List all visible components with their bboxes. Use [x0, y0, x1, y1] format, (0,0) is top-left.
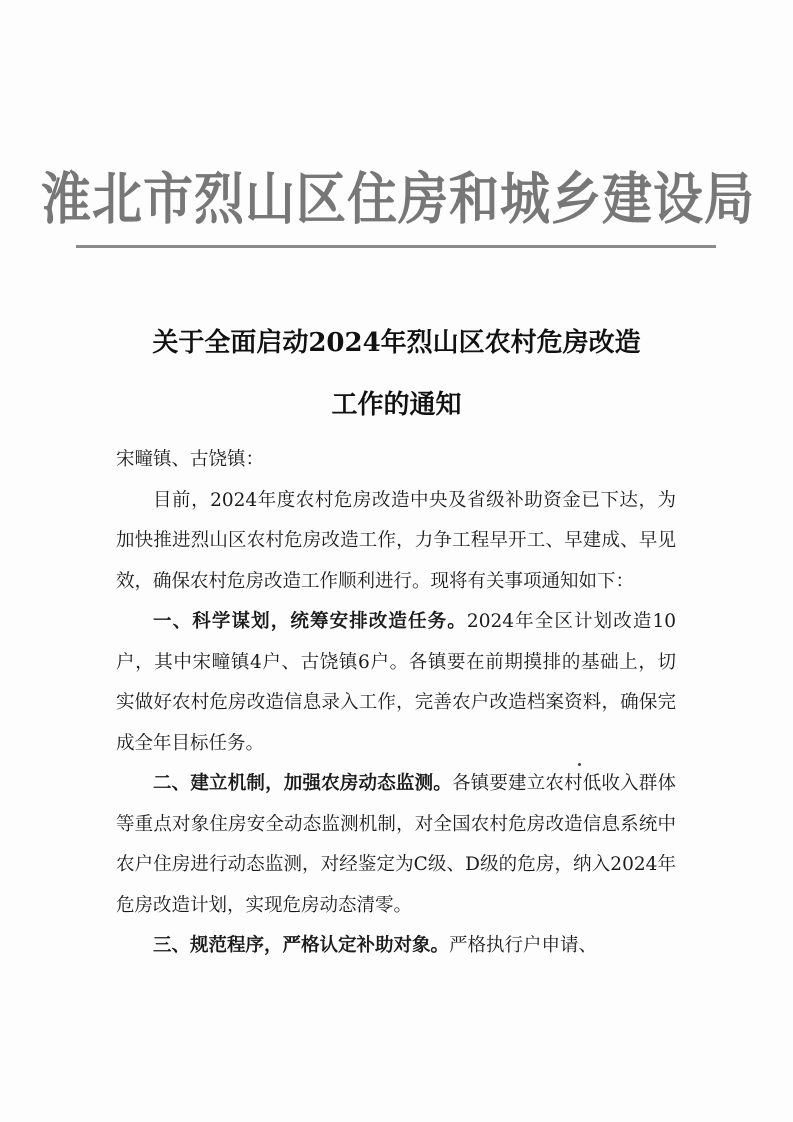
section-2-heading: 二、建立机制，加强农房动态监测。	[153, 773, 452, 794]
letterhead-rule	[76, 245, 716, 248]
section-3-text: 严格执行户申请、	[449, 935, 598, 956]
document-title	[90, 312, 703, 436]
section-2-paragraph	[116, 764, 676, 926]
agency-letterhead	[41, 150, 755, 240]
section-3-heading: 三、规范程序，严格认定补助对象。	[153, 935, 450, 956]
title-line-1: 关于全面启动2024年烈山区农村危房改造	[152, 328, 641, 358]
section-2-text: 各镇要建立农村低收入群体等重点对象住房安全动态监测机制，对全国农村危房改造信息系统中农户住房进行动态监测，对经鉴定为C级、D级的危房，纳入2024年危房改造计划，实现危房动态清零。	[116, 773, 676, 916]
section-3-paragraph	[116, 926, 676, 967]
section-1-paragraph	[116, 602, 676, 764]
title-line-2: 工作的通知	[331, 390, 462, 420]
scan-speck	[578, 763, 581, 766]
section-1-heading: 一、科学谋划，统筹安排改造任务。	[153, 611, 467, 632]
intro-paragraph: 目前，2024年度农村危房改造中央及省级补助资金已下达，为加快推进烈山区农村危房改造工作，力争工程早开工、早建成、早见效，确保农村危房改造工作顺利进行。现将有关事项通知如下：	[116, 489, 676, 592]
salutation: 宋疃镇、古饶镇：	[116, 449, 265, 470]
document-body	[116, 440, 676, 967]
section-1-text: 2024年全区计划改造10户，其中宋疃镇4户、古饶镇6户。各镇要在前期摸排的基础上，切实做好农村危房改造信息录入工作，完善农户改造档案资料，确保完成全年目标任务。	[116, 611, 676, 754]
agency-name: 淮北市烈山区住房和城乡建设局	[41, 167, 755, 232]
